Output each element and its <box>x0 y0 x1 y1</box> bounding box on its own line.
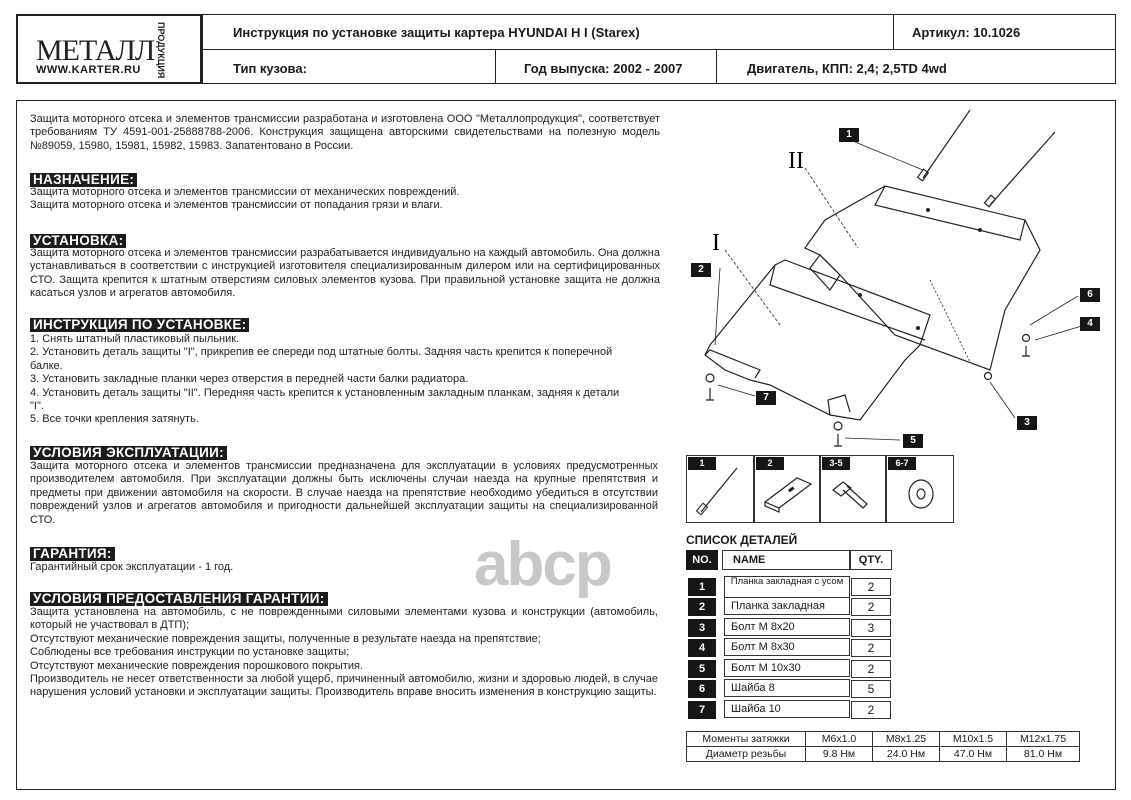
part-i-bracket <box>705 350 760 378</box>
hole <box>926 208 930 212</box>
parts-row-no: 1 <box>688 578 716 596</box>
engine-cell <box>716 49 1116 84</box>
icon-part-6-7 <box>886 455 954 523</box>
purpose-text <box>30 186 660 213</box>
instructions-text <box>30 333 630 427</box>
hole <box>978 228 982 232</box>
hole <box>858 293 862 297</box>
instructions-heading: ИНСТРУКЦИЯ ПО УСТАНОВКЕ: <box>30 318 249 332</box>
watermark-text: abcp <box>474 530 611 599</box>
doc-title: Инструкция по установке защиты картера HYUNDAI H I (Starex) <box>233 25 640 40</box>
washer-3 <box>985 373 992 380</box>
parts-row-no: 6 <box>688 680 716 698</box>
purpose-line: Защита моторного отсека и элементов трансмиссии от механических повреждений. <box>30 186 460 198</box>
part-label-i: I <box>712 230 720 256</box>
icon-part-3-5 <box>820 455 886 523</box>
bolt-7 <box>706 388 714 400</box>
instruction-step: 2. Установить деталь защиты "I", прикрепив ее спереди под штатные болты. Задняя часть крепится к поперечной балке. <box>30 346 613 372</box>
article-number: Артикул: 10.1026 <box>912 25 1021 40</box>
warranty-term: Защита установлена на автомобиль, с не поврежденными силовыми элементами кузова и конструкции (автомобиль, который не участвовал в ДТП); <box>30 606 658 632</box>
icon-label-3-5: 3-5 <box>822 457 850 470</box>
torque-cell: M6x1.0 <box>806 732 873 747</box>
watermark-logo <box>474 527 674 607</box>
logo-arc-text: ПРОДУКЦИЯ <box>156 22 166 79</box>
bolt-5 <box>834 434 842 446</box>
part-i-outline <box>705 260 930 420</box>
torque-cell: 47.0 Нм <box>940 747 1007 762</box>
wire-right <box>990 132 1055 205</box>
washer-5 <box>834 422 842 430</box>
part-i-fold <box>770 265 925 340</box>
parts-row-name: Болт М 8х20 <box>724 618 850 636</box>
leader-1 <box>855 142 923 170</box>
hole <box>916 326 920 330</box>
install-text: Защита моторного отсека и элементов трансмиссии разрабатывается индивидуально на каждый автомобиль. Она должна устанавливаться в соответствии с инструкцией изготовителя специализированным дилером или на сертифицированных СТО. Защита крепится к штатным отверстиям силовых элементов кузова. При правильной установке защита не должна касаться узлов и агрегатов автомобиля. <box>30 247 660 300</box>
purpose-heading: НАЗНАЧЕНИЕ: <box>30 173 137 187</box>
instruction-step: 3. Установить закладные планки через отверстия в передней части балки радиатора. <box>30 373 469 386</box>
parts-row-qty: 2 <box>851 578 891 596</box>
logo-url: WWW.KARTER.RU <box>36 64 141 76</box>
instruction-step: 1. Снять штатный пластиковый пыльник. <box>30 333 240 345</box>
watermark <box>474 527 674 612</box>
leader-3 <box>990 382 1015 418</box>
conditions-heading: УСЛОВИЯ ЭКСПЛУАТАЦИИ: <box>30 446 227 460</box>
washer-6 <box>1023 335 1030 342</box>
parts-row-qty: 3 <box>851 619 891 637</box>
torque-cell: 24.0 Нм <box>873 747 940 762</box>
bolt-4 <box>1022 346 1030 356</box>
callout-7: 7 <box>756 391 776 405</box>
parts-header-no: NO. <box>686 550 718 570</box>
callout-6: 6 <box>1080 288 1100 302</box>
warranty-terms-text <box>30 606 658 700</box>
icon-label-1: 1 <box>688 457 716 470</box>
torque-cell: Моменты затяжки <box>687 732 806 747</box>
parts-row-qty: 2 <box>851 598 891 616</box>
parts-row-no: 7 <box>688 701 716 719</box>
body-type-cell <box>202 49 496 84</box>
leader-4 <box>1035 325 1085 340</box>
torque-row <box>687 747 1080 762</box>
icon-part-2 <box>754 455 820 523</box>
part-label-ii: II <box>788 148 804 174</box>
icon-label-2: 2 <box>756 457 784 470</box>
icon-label-6-7: 6-7 <box>888 457 916 470</box>
instruction-step: 4. Установить деталь защиты "II". Передняя часть крепится к установленным закладным планкам, задняя к детали "I". <box>30 386 620 413</box>
assembly-diagram <box>680 100 1110 455</box>
torque-cell: 81.0 Нм <box>1007 747 1080 762</box>
leader-6 <box>1030 296 1078 325</box>
callout-3: 3 <box>1017 416 1037 430</box>
parts-row-name: Планка закладная с усом <box>724 576 850 598</box>
parts-row-qty: 2 <box>851 660 891 678</box>
part-i-tab <box>828 395 850 415</box>
parts-header-name: NAME <box>722 550 850 570</box>
logo <box>16 14 202 84</box>
warranty-term: Отсутствуют механические повреждения порошкового покрытия. <box>30 659 363 672</box>
part-ii-side <box>810 255 840 290</box>
wire-plate-right <box>984 195 995 207</box>
parts-row-qty: 2 <box>851 701 891 719</box>
parts-row-no: 3 <box>688 619 716 637</box>
leader-7 <box>718 385 755 396</box>
torque-cell: M8x1.25 <box>873 732 940 747</box>
torque-row <box>687 732 1080 747</box>
icon-part-1 <box>686 455 754 523</box>
washer-7 <box>706 374 714 382</box>
article-cell <box>893 14 1116 50</box>
parts-row-qty: 2 <box>851 639 891 657</box>
warranty-heading: ГАРАНТИЯ: <box>30 547 115 561</box>
wire-plate-left <box>918 169 929 181</box>
warranty-terms-heading: УСЛОВИЯ ПРЕДОСТАВЛЕНИЯ ГАРАНТИИ: <box>30 592 328 606</box>
torque-cell: 9.8 Нм <box>806 747 873 762</box>
instructions-section <box>30 316 249 334</box>
intro-text: Защита моторного отсека и элементов трансмиссии разработана и изготовлена ООО "Металлопродукция", соответствует требованиям ТУ 4591-001-25888788-2006. Конструкция защищена авторскими свидетельствами на полезную модель №89059, 15980, 15981, 15982, 15983. Запатентовано в России. <box>30 113 660 152</box>
leader-5 <box>845 438 900 440</box>
parts-row-name: Болт М 10х30 <box>724 659 850 677</box>
parts-row-name: Шайба 8 <box>724 679 850 697</box>
torque-cell: M10x1.5 <box>940 732 1007 747</box>
year: Год выпуска: 2002 - 2007 <box>524 61 683 76</box>
torque-cell: M12x1.75 <box>1007 732 1080 747</box>
part-ii-outline <box>805 186 1040 370</box>
conditions-text: Защита моторного отсека и элементов трансмиссии предназначена для эксплуатации в условиях предусмотренных производителем автомобиля. При эксплуатации должны быть исключены случаи наезда на крупные препятствия и предметы при движении автомобиля на скорости. В случае наезда на препятствие необходимо убедиться в отсутствии повреждений узлов и агрегатов автомобиля и пригодности дальнейшей эксплуатации защиты на специализированной СТО. <box>30 460 658 526</box>
engine: Двигатель, КПП: 2,4; 2,5TD 4wd <box>747 61 947 76</box>
parts-row-name: Шайба 10 <box>724 700 850 718</box>
title-cell <box>202 14 894 50</box>
year-cell <box>495 49 717 84</box>
warranty-term: Производитель не несет ответственности за любой ущерб, причиненный автомобилю, жизни и здоровью людей, в случае нарушения условий установки и эксплуатации защиты. Производитель вправе вносить изменения в конструкцию защиты. <box>30 673 658 699</box>
instruction-step: 5. Все точки крепления затянуть. <box>30 413 199 426</box>
torque-table <box>686 731 1080 762</box>
callout-5: 5 <box>903 434 923 448</box>
body-type: Тип кузова: <box>233 61 307 76</box>
parts-list-title: СПИСОК ДЕТАЛЕЙ <box>686 533 798 547</box>
parts-row-name: Планка закладная <box>724 597 850 615</box>
logo-text: МЕТАЛЛ <box>36 34 155 67</box>
callout-4: 4 <box>1080 317 1100 331</box>
warranty-text: Гарантийный срок эксплуатации - 1 год. <box>30 561 234 573</box>
warranty-term: Отсутствуют механические повреждения защиты, полученные в результате наезда на препятствие; <box>30 632 541 645</box>
wire-left <box>923 110 970 178</box>
parts-row-qty: 5 <box>851 680 891 698</box>
parts-row-no: 2 <box>688 598 716 616</box>
parts-header-qty: QTY. <box>850 550 892 570</box>
install-heading: УСТАНОВКА: <box>30 234 126 248</box>
callout-2: 2 <box>691 263 711 277</box>
parts-row-no: 4 <box>688 639 716 657</box>
leader-part-i <box>725 250 780 325</box>
parts-row-name: Болт М 8х30 <box>724 638 850 656</box>
callout-1: 1 <box>839 128 859 142</box>
torque-cell: Диаметр резьбы <box>687 747 806 762</box>
warranty-term: Соблюдены все требования инструкции по установке защиты; <box>30 646 350 659</box>
parts-row-no: 5 <box>688 660 716 678</box>
purpose-line: Защита моторного отсека и элементов трансмиссии от попадания грязи и влаги. <box>30 199 443 212</box>
part-ii-flange <box>875 186 1025 240</box>
